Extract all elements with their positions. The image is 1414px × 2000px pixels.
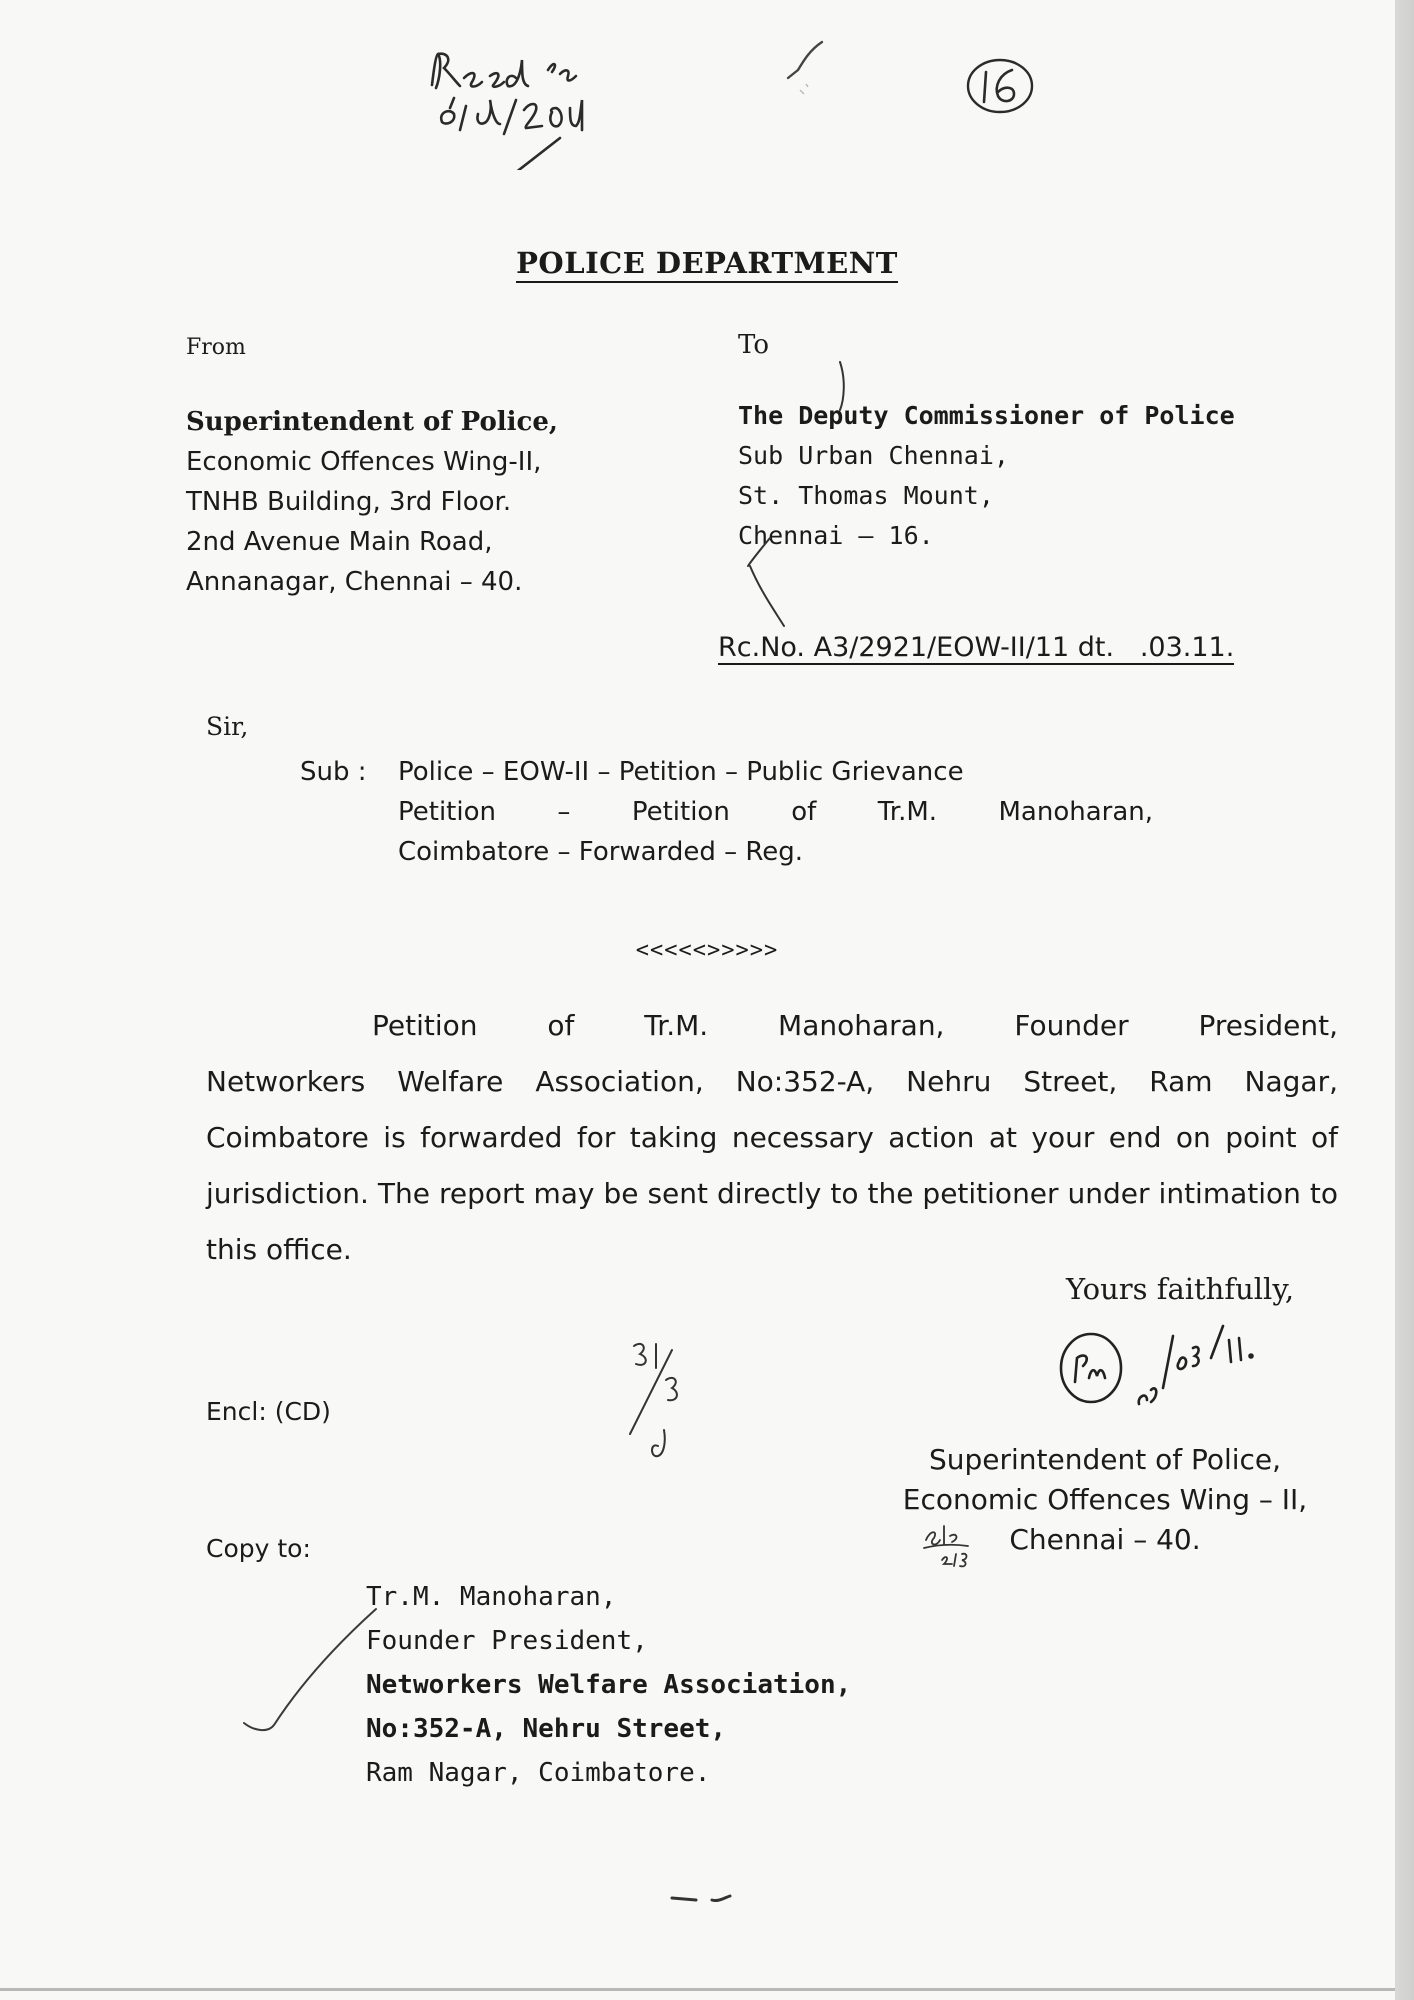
from-address <box>186 402 558 602</box>
page-edge <box>0 1988 1395 1991</box>
subject-word: Manoharan, <box>998 797 1153 827</box>
to-label: To <box>738 330 769 360</box>
signature-line: Economic Offences Wing – II, <box>902 1483 1308 1516</box>
body-first-line <box>206 998 1338 1054</box>
to-line: St. Thomas Mount, <box>738 481 994 510</box>
body-first-line-text: Petition of Tr.M. Manoharan, Founder President, <box>372 1009 1338 1042</box>
letter-body <box>206 998 1338 1278</box>
subject-word: Petition <box>631 797 730 827</box>
subject-line-3: Coimbatore – Forwarded – Reg. <box>398 837 804 867</box>
copy-line: No:352-A, Nehru Street, <box>366 1714 727 1744</box>
to-line: Chennai – 16. <box>738 521 934 550</box>
copy-line: Founder President, <box>366 1626 648 1656</box>
from-line: 2nd Avenue Main Road, <box>186 527 493 557</box>
copy-tick-mark <box>240 1605 380 1745</box>
received-date-handwriting <box>420 30 630 170</box>
from-line: Annanagar, Chennai – 40. <box>186 567 523 597</box>
body-paragraph: Networkers Welfare Association, No:352-A, Nehru Street, Ram Nagar, Coimbatore is forwarded for taking necessary action at your end on point of jurisdiction. The report may be sent directly to the petitioner under intimation to this office. <box>206 1065 1338 1266</box>
from-line: Economic Offences Wing-II, <box>186 447 542 477</box>
subject-word: Tr.M. <box>877 797 938 827</box>
enclosure: Encl: (CD) <box>206 1397 331 1426</box>
signature-initials <box>1055 1318 1285 1418</box>
copy-to-address <box>366 1575 851 1795</box>
scan-edge <box>1395 0 1414 2000</box>
copy-line: Ram Nagar, Coimbatore. <box>366 1758 711 1788</box>
signature-line: Chennai – 40. <box>1009 1523 1201 1556</box>
from-name: Superintendent of Police, <box>186 407 558 437</box>
office-initials <box>920 1518 980 1568</box>
signature-line: Superintendent of Police, <box>928 1443 1282 1476</box>
copy-line: Networkers Welfare Association, <box>366 1670 852 1700</box>
section-divider: <<<<<>>>>> <box>635 938 779 963</box>
bottom-mark <box>668 1888 748 1908</box>
copy-to-label: Copy to: <box>206 1534 311 1563</box>
closing-text: Yours faithfully, <box>1066 1272 1295 1306</box>
subject <box>300 752 1250 872</box>
tick-mark <box>780 30 830 100</box>
subject-word: of <box>791 797 817 827</box>
subject-word: Petition <box>398 797 496 827</box>
from-line: TNHB Building, 3rd Floor. <box>186 487 512 517</box>
subject-line-1: Police – EOW-II – Petition – Public Grievance <box>398 757 964 787</box>
subject-word: – <box>557 797 571 827</box>
circled-page-number <box>960 52 1040 120</box>
subject-key: Sub : <box>300 757 367 787</box>
page-title-text: POLICE DEPARTMENT <box>516 246 898 283</box>
from-label: From <box>186 335 246 360</box>
pen-stroke <box>740 360 860 630</box>
salutation: Sir, <box>206 712 249 741</box>
to-line: Sub Urban Chennai, <box>738 441 1009 470</box>
to-name: The Deputy Commissioner of Police <box>738 401 1235 430</box>
reference-number: Rc.No. A3/2921/EOW-II/11 dt. .03.11. <box>718 632 1235 663</box>
page-title <box>0 246 1414 280</box>
enclosure-count-handwriting <box>620 1334 700 1464</box>
copy-line: Tr.M. Manoharan, <box>366 1582 617 1612</box>
